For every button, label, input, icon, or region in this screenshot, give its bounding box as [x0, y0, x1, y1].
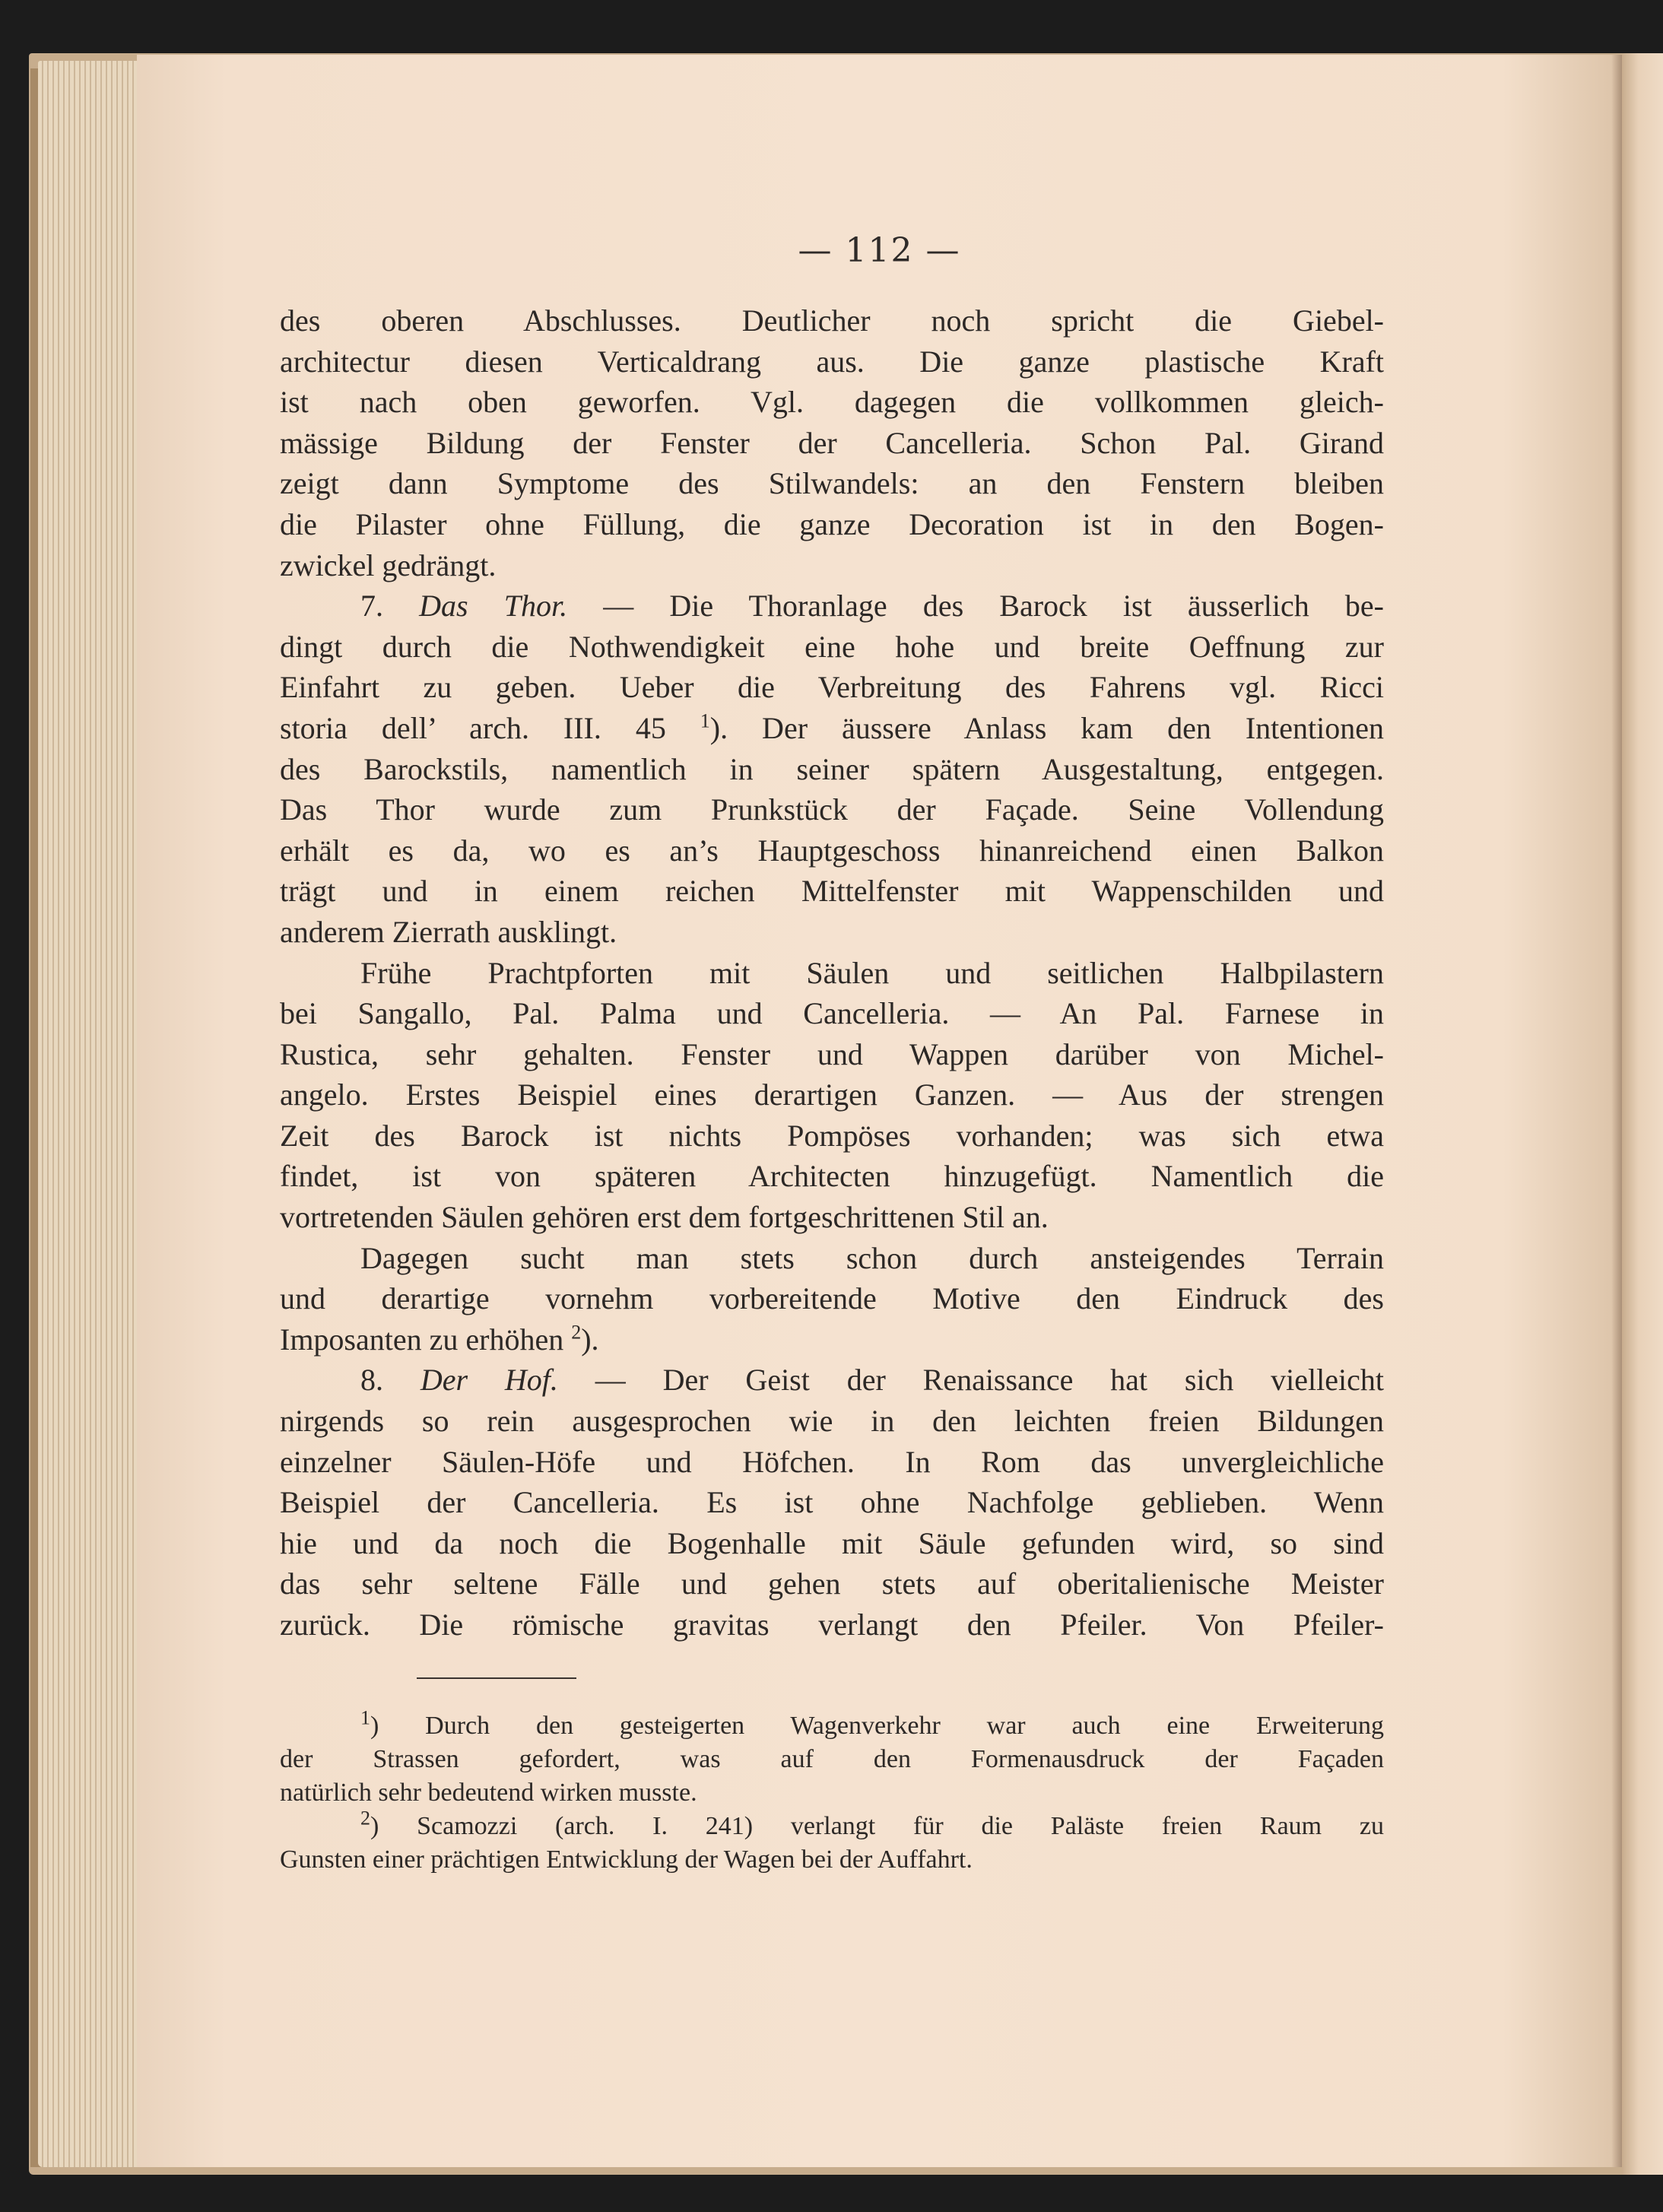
text-line: Beispiel der Cancelleria. Es ist ohne Nachfolge geblieben. Wenn — [280, 1485, 1384, 1520]
text-line: ist nach oben geworfen. Vgl. dagegen die vollkommen gleich- — [280, 385, 1384, 420]
footnote-ref: 2 — [571, 1321, 582, 1344]
page-edges — [38, 61, 137, 2167]
page-number: — 112 — — [798, 231, 961, 270]
page-gutter-shadow — [1611, 55, 1622, 2167]
text-line: erhält es da, wo es an’s Hauptgeschoss hinanreichend einen Balkon — [280, 833, 1384, 868]
footnote-line: $^1$) Durch den gesteigerten Wagenverkehr war auch eine Erweiterung — [360, 1706, 1384, 1740]
text-line: Frühe Prachtpforten mit Säulen und seitlichen Halbpilastern — [360, 955, 1384, 990]
footnote-ref: 1 — [700, 709, 710, 732]
facing-page-edge — [1622, 53, 1663, 2175]
footnotes — [280, 1706, 1384, 1877]
section-number: 7. — [360, 589, 383, 624]
footnote-marker: 1 — [360, 1706, 370, 1729]
section-title: Der Hof. — [420, 1363, 558, 1398]
text-line: Imposanten zu erhöhen $^2$). — [280, 1321, 599, 1357]
text-line: einzelner Säulen-Höfe und Höfchen. In Rom das unvergleichliche — [280, 1444, 1384, 1479]
text-line: dingt durch die Nothwendigkeit eine hohe und breite Oeffnung zur — [280, 629, 1384, 664]
text-line: Zeit des Barock ist nichts Pompöses vorhanden; was sich etwa — [280, 1118, 1384, 1153]
text-line: zeigt dann Symptome des Stilwandels: an den Fenstern bleiben — [280, 466, 1384, 501]
footnote-line: natürlich sehr bedeutend wirken musste. — [280, 1779, 697, 1807]
text-line: Dagegen sucht man stets schon durch ansteigendes Terrain — [360, 1240, 1384, 1275]
footnote-divider — [417, 1677, 576, 1679]
section-title: Das Thor. — [419, 589, 568, 624]
section-number: 8. — [360, 1363, 383, 1398]
footnote-marker: 2 — [360, 1807, 370, 1830]
text-line: findet, ist von späteren Architecten hinzugefügt. Namentlich die — [280, 1159, 1384, 1194]
main-text — [280, 300, 1384, 1646]
text-line: hie und da noch die Bogenhalle mit Säule gefunden wird, so sind — [280, 1525, 1384, 1560]
text-line: zwickel gedrängt. — [280, 547, 497, 582]
footnote-line: $^2$) Scamozzi (arch. I. 241) verlangt für die Paläste freien Raum zu — [360, 1807, 1384, 1840]
text-line: nirgends so rein ausgesprochen wie in den leichten freien Bildungen — [280, 1404, 1384, 1439]
text-line: des oberen Abschlusses. Deutlicher noch spricht die Giebel- — [280, 303, 1384, 338]
text-line: trägt und in einem reichen Mittelfenster mit Wappenschilden und — [280, 874, 1384, 909]
text-line: architectur diesen Verticaldrang aus. Die ganze plastische Kraft — [280, 344, 1384, 379]
text-line: Rustica, sehr gehalten. Fenster und Wappen darüber von Michel- — [280, 1036, 1384, 1071]
text-line: des Barockstils, namentlich in seiner spätern Ausgestaltung, entgegen. — [280, 751, 1384, 786]
text-line: Einfahrt zu geben. Ueber die Verbreitung des Fahrens vgl. Ricci — [280, 670, 1384, 705]
text-line: das sehr seltene Fälle und gehen stets auf oberitalienische Meister — [280, 1566, 1384, 1601]
footnote-line: der Strassen gefordert, was auf den Formenausdruck der Façaden — [280, 1745, 1384, 1773]
footnote-line: Gunsten einer prächtigen Entwicklung der Wagen bei der Auffahrt. — [280, 1845, 973, 1874]
text-line: die Pilaster ohne Füllung, die ganze Decoration ist in den Bogen- — [280, 506, 1384, 541]
text-line: vortretenden Säulen gehören erst dem fortgeschrittenen Stil an. — [280, 1200, 1049, 1235]
text-line: storia dell’ arch. III. 45 $^1$). Der äussere Anlass kam den Intentionen — [280, 709, 1384, 745]
section-heading-line: 8. Der Hof. — Der Geist der Renaissance hat sich vielleicht — [360, 1363, 1385, 1398]
text-line: zurück. Die römische gravitas verlangt den Pfeiler. Von Pfeiler- — [280, 1607, 1384, 1642]
text-line: mässige Bildung der Fenster der Cancelleria. Schon Pal. Girand — [280, 425, 1384, 460]
text-line: bei Sangallo, Pal. Palma und Cancelleria. — An Pal. Farnese in — [280, 996, 1384, 1031]
text-line: angelo. Erstes Beispiel eines derartigen Ganzen. — Aus der strengen — [280, 1077, 1384, 1112]
text-line: und derartige vornehm vorbereitende Motive den Eindruck des — [280, 1281, 1384, 1316]
text-line: anderem Zierrath ausklingt. — [280, 914, 617, 949]
section-heading-line: 7. Das Thor. — Die Thoranlage des Barock ist äusserlich be- — [360, 589, 1384, 624]
text-line: Das Thor wurde zum Prunkstück der Façade. Seine Vollendung — [280, 792, 1384, 827]
